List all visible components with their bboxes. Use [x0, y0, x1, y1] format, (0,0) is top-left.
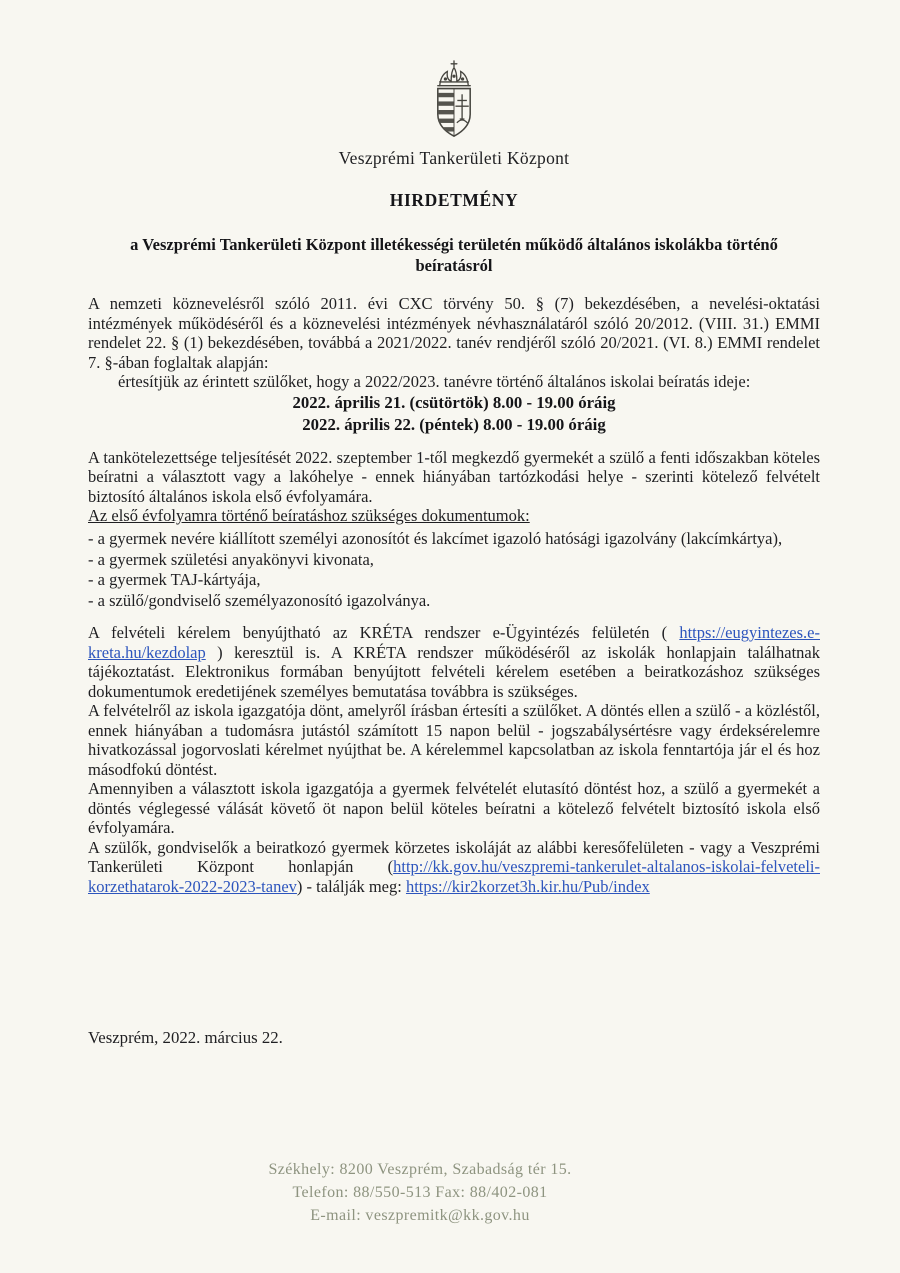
- kreta-text-after-link: ) keresztül is. A KRÉTA rendszer működéséről az iskolák honlapjain találhatnak tájékoztatást. Elektronikus formában benyújtott felvételi kérelem esetében a beiratkozáshoz szükséges dokumentumok eredetijének személyes bemutatása továbbra is szükséges.: [88, 642, 820, 701]
- document-list-item: - a szülő/gondviselő személyazonosító igazolványa.: [88, 590, 431, 610]
- document-list-item: - a gyermek nevére kiállított személyi azonosítót és lakcímet igazoló hatósági igazolvány (lakcímkártya),: [88, 529, 783, 548]
- document-list-item: - a gyermek születési anyakönyvi kivonata,: [88, 549, 374, 569]
- organization-name: Veszprémi Tankerületi Központ: [338, 148, 570, 168]
- tankerulet-district-map-link[interactable]: http://kk.gov.hu/veszpremi-tankerulet-altalanos-iskolai-felveteli-korzethatarok-2022-2023-tanev: [88, 857, 820, 896]
- document-subtitle: a Veszprémi Tankerületi Központ illetékességi területén működő általános iskolákba történő beíratásról: [130, 235, 778, 275]
- kreta-text-before-link: A felvételi kérelem benyújtható az KRÉTA rendszer e-Ügyintézés felületén (: [88, 623, 680, 642]
- documents-heading: Az első évfolyamra történő beíratáshoz szükséges dokumentumok:: [88, 506, 530, 525]
- footer-contact-block: [0, 1158, 840, 1227]
- place-and-date-line: Veszprém, 2022. március 22.: [88, 1028, 283, 1047]
- document-list-item: - a gyermek TAJ-kártyája,: [88, 570, 261, 589]
- enrollment-date-2: 2022. április 22. (péntek) 8.00 - 19.00 óráig: [302, 414, 606, 434]
- decision-paragraph-2: Amennyiben a választott iskola igazgatója a gyermek felvételét elutasító döntést hoz, a szülő a gyermekét a döntés véglegessé válását követő öt napon belül köteles beíratni a kötelező felvételt biztosító iskola első évfolyamára.: [88, 779, 820, 837]
- footer-phone-fax: Telefon: 88/550-513 Fax: 88/402-081: [292, 1184, 548, 1201]
- kreta-paragraph: [88, 623, 820, 701]
- obligation-paragraph: A tankötelezettsége teljesítését 2022. szeptember 1-től megkezdő gyermekét a szülő a fenti időszakban köteles beíratni a választott vagy a lakóhelye - ennek hiányában tartózkodási helye - szerinti kötelező felvételt biztosító általános iskola első évfolyamára.: [88, 447, 820, 506]
- legal-basis-paragraph: A nemzeti köznevelésről szóló 2011. évi CXC törvény 50. § (7) bekezdésében, a nevelési-oktatási intézmények működéséről és a köznevelési intézmények névhasználatáról szóló 20/2012. (VIII. 31.) EMMI rendelet 22. § (1) bekezdésében, továbbá a 2021/2022. tanév rendjéről szóló 20/2021. (VI. 8.) EMMI rendelet 7. §-ában foglaltak alapján:: [88, 294, 820, 372]
- footer-address: Székhely: 8200 Veszprém, Szabadság tér 15.: [268, 1161, 572, 1178]
- kreta-portal-link[interactable]: https://eugyintezes.e-kreta.hu/kezdolap: [88, 623, 820, 662]
- decision-paragraph-1: A felvételről az iskola igazgatója dönt, amelyről írásban értesíti a szülőket. A döntés ellen a szülő - a közléstől, ennek hiányában a tudomásra jutástól számított 15 napon belül - jogszabálysértésre vagy érdeksérelemre hivatkozással jogorvoslati kérelmet nyújthat be. A kérelemmel kapcsolatban az iskola fenntartója jár el és hoz másodfokú döntést.: [88, 701, 820, 779]
- document-title: HIRDETMÉNY: [389, 190, 519, 210]
- enrollment-date-1: 2022. április 21. (csütörtök) 8.00 - 19.00 óráig: [292, 392, 616, 412]
- enrollment-dates: [88, 392, 820, 436]
- hungarian-coat-of-arms-icon: [425, 60, 483, 140]
- search-text-2: ) - találják meg:: [296, 876, 406, 896]
- notice-line: értesítjük az érintett szülőket, hogy a 2022/2023. tanévre történő általános iskolai beíratás ideje:: [118, 372, 751, 391]
- documents-list: [88, 529, 820, 611]
- search-text-1: A szülők, gondviselők a beiratkozó gyermek körzetes iskoláját az alábbi keresőfelületen - vagy a Veszprémi Tankerületi Központ honlapján (: [88, 837, 820, 876]
- footer-email: E-mail: veszpremitk@kk.gov.hu: [310, 1207, 530, 1224]
- school-search-paragraph: [88, 838, 820, 897]
- kir-korzet-search-link[interactable]: https://kir2korzet3h.kir.hu/Pub/index: [405, 876, 650, 896]
